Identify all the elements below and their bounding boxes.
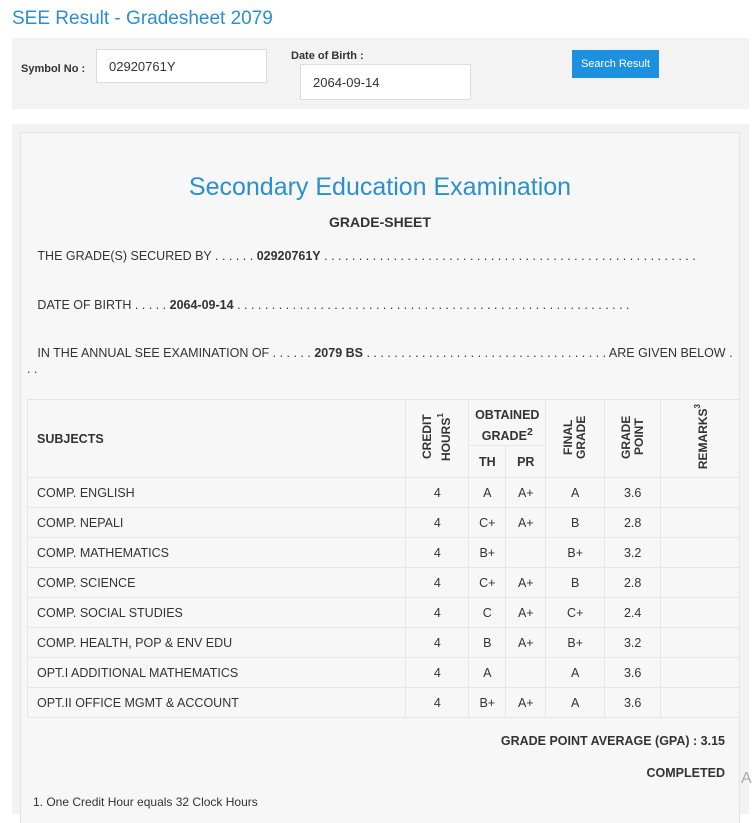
credit-hours-cell: 4	[406, 538, 469, 568]
search-result-button[interactable]: Search Result	[572, 50, 659, 78]
final-grade-cell: A	[546, 658, 605, 688]
remarks-cell	[661, 568, 740, 598]
credit-hours-cell: 4	[406, 658, 469, 688]
final-grade-cell: B	[546, 568, 605, 598]
table-row	[28, 478, 740, 508]
pr-grade-cell: A+	[506, 598, 546, 628]
remarks-cell	[661, 508, 740, 538]
grades-table	[27, 399, 740, 718]
subject-cell: COMP. HEALTH, POP & ENV EDU	[28, 628, 406, 658]
grade-point-header: GRADE POINT	[605, 400, 661, 478]
corner-glyph: A	[741, 770, 752, 787]
date-of-birth-line: DATE OF BIRTH . . . . . 2064-09-14 . . . . . . . . . . . . . . . . . . . . . . . . . . . . . . . . . . . . . . . . . . . . . . . . . . . . . . . . .	[37, 298, 630, 312]
subject-cell: OPT.II OFFICE MGMT & ACCOUNT	[28, 688, 406, 718]
credit-hours-cell: 4	[406, 478, 469, 508]
grade-point-cell: 2.4	[605, 598, 661, 628]
pr-grade-cell: A+	[506, 508, 546, 538]
grade-sheet	[20, 132, 740, 823]
table-row	[28, 568, 740, 598]
credit-hours-cell: 4	[406, 598, 469, 628]
status-completed: COMPLETED	[646, 766, 725, 780]
pr-header: PR	[506, 446, 546, 478]
pr-grade-cell: A+	[506, 478, 546, 508]
sheet-title: GRADE-SHEET	[329, 214, 431, 230]
table-row	[28, 658, 740, 688]
th-grade-cell: C+	[469, 568, 506, 598]
dob-value: 2064-09-14	[169, 298, 234, 312]
grade-point-cell: 3.6	[605, 658, 661, 688]
gpa-value: 3.15	[700, 734, 725, 748]
subject-cell: COMP. SOCIAL STUDIES	[28, 598, 406, 628]
th-grade-cell: C+	[469, 508, 506, 538]
grade-point-cell: 2.8	[605, 568, 661, 598]
remarks-header: REMARKS$^3$	[661, 400, 740, 478]
secured-by-line: THE GRADE(S) SECURED BY . . . . . . 02920761Y . . . . . . . . . . . . . . . . . . . . . . . . . . . . . . . . . . . . . . . . . . . . . . . . . . . . . .	[37, 249, 696, 263]
final-grade-cell: B+	[546, 628, 605, 658]
symbol-no-value: 02920761Y	[256, 249, 321, 263]
result-panel	[12, 124, 749, 814]
subject-cell: COMP. NEPALI	[28, 508, 406, 538]
remarks-cell	[661, 598, 740, 628]
table-row	[28, 538, 740, 568]
subjects-header: SUBJECTS	[28, 400, 406, 478]
page-title: SEE Result - Gradesheet 2079	[12, 8, 273, 29]
subject-cell: COMP. SCIENCE	[28, 568, 406, 598]
date-of-birth-input[interactable]	[300, 64, 471, 100]
credit-hours-cell: 4	[406, 568, 469, 598]
th-grade-cell: B	[469, 628, 506, 658]
final-grade-cell: B	[546, 508, 605, 538]
pr-grade-cell	[506, 538, 546, 568]
final-grade-cell: B+	[546, 538, 605, 568]
search-panel	[12, 38, 749, 109]
credit-hours-cell: 4	[406, 508, 469, 538]
symbol-no-input[interactable]	[96, 49, 267, 83]
th-grade-cell: B+	[469, 688, 506, 718]
credit-hours-cell: 4	[406, 628, 469, 658]
final-grade-cell: C+	[546, 598, 605, 628]
grade-point-cell: 3.6	[605, 478, 661, 508]
remarks-cell	[661, 658, 740, 688]
grade-point-cell: 2.8	[605, 508, 661, 538]
grade-point-cell: 3.2	[605, 538, 661, 568]
th-grade-cell: C	[469, 598, 506, 628]
symbol-no-label: Symbol No :	[21, 63, 86, 75]
exam-title: Secondary Education Examination	[188, 173, 572, 201]
subject-cell: OPT.I ADDITIONAL MATHEMATICS	[28, 658, 406, 688]
exam-year-value: 2079 BS	[314, 346, 363, 360]
th-header: TH	[469, 446, 506, 478]
pr-grade-cell: A+	[506, 568, 546, 598]
remarks-cell	[661, 538, 740, 568]
final-grade-cell: A	[546, 478, 605, 508]
exam-year-line: IN THE ANNUAL SEE EXAMINATION OF . . . . . . 2079 BS . . . . . . . . . . . . . . . . . . . . . . . . . . . . . . . . . . . ARE GIVEN BELOW . . .	[27, 346, 733, 376]
pr-grade-cell: A+	[506, 628, 546, 658]
obtained-grade-header: OBTAINED GRADE$^2$	[469, 400, 546, 446]
gpa-line: GRADE POINT AVERAGE (GPA) : 3.15	[500, 734, 725, 748]
subject-cell: COMP. ENGLISH	[28, 478, 406, 508]
th-grade-cell: B+	[469, 538, 506, 568]
th-grade-cell: A	[469, 658, 506, 688]
pr-grade-cell: A+	[506, 688, 546, 718]
remarks-cell	[661, 628, 740, 658]
footnote: 1. One Credit Hour equals 32 Clock Hours	[33, 795, 258, 809]
date-of-birth-label: Date of Birth :	[291, 50, 364, 62]
final-grade-cell: A	[546, 688, 605, 718]
remarks-cell	[661, 688, 740, 718]
table-row	[28, 688, 740, 718]
table-row	[28, 508, 740, 538]
grade-point-cell: 3.6	[605, 688, 661, 718]
pr-grade-cell	[506, 658, 546, 688]
th-grade-cell: A	[469, 478, 506, 508]
credit-hours-cell: 4	[406, 688, 469, 718]
remarks-cell	[661, 478, 740, 508]
table-row	[28, 598, 740, 628]
subject-cell: COMP. MATHEMATICS	[28, 538, 406, 568]
grade-point-cell: 3.2	[605, 628, 661, 658]
table-row	[28, 628, 740, 658]
final-grade-header: FINAL GRADE	[546, 400, 605, 478]
credit-hours-header: CREDIT HOURS$^1$	[406, 400, 469, 478]
